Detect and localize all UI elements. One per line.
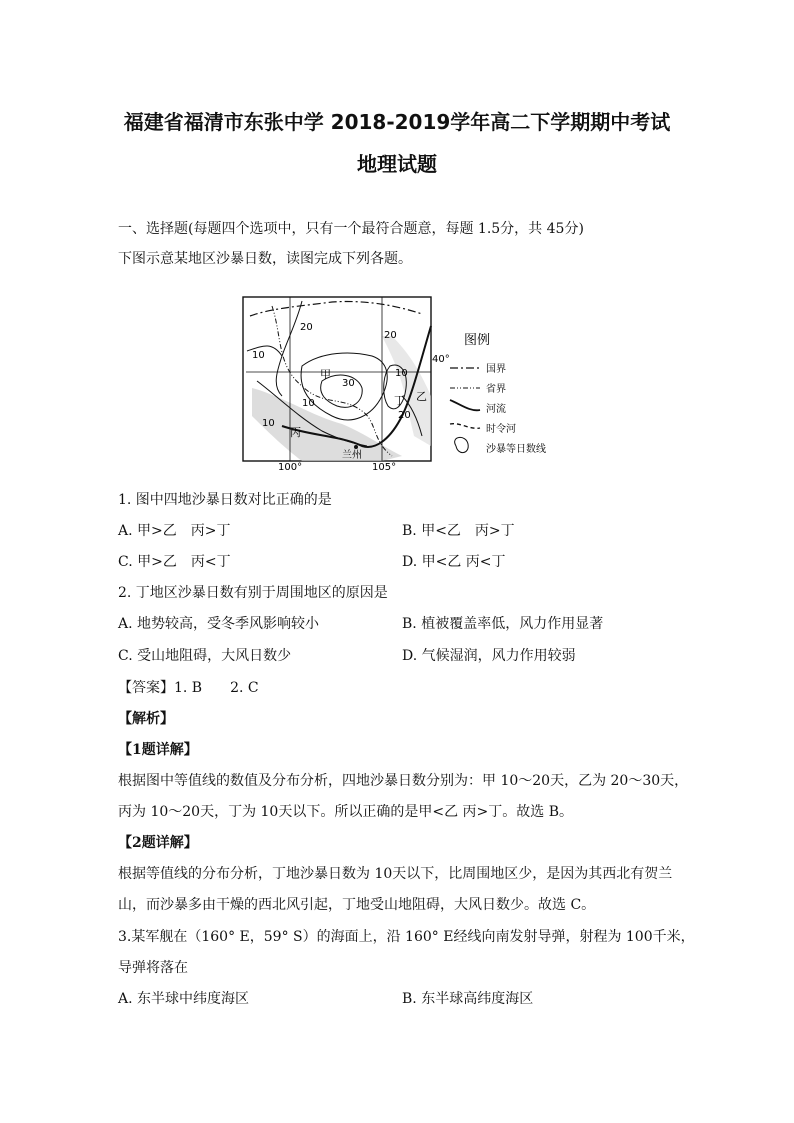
q3-option-a[interactable]: A. 东半球中纬度海区 [118, 991, 250, 1007]
answer-line: 【答案】1. B 2. C [118, 680, 259, 696]
legend-swatch-river [450, 400, 480, 410]
legend-item: 时令河 [486, 424, 516, 435]
lon-label-105: 105° [372, 462, 397, 472]
q1-stem: 1. 图中四地沙暴日数对比正确的是 [118, 492, 332, 508]
q2-option-c[interactable]: C. 受山地阻碍，大风日数少 [118, 648, 292, 664]
q3-option-b[interactable]: B. 东半球高纬度海区 [402, 991, 534, 1007]
place-label-jia: 甲 [320, 368, 331, 381]
lon-label-100: 100° [278, 462, 303, 472]
legend-swatch-seasonal [450, 424, 480, 429]
contour-label: 10 [262, 418, 275, 429]
sandstorm-map [242, 296, 562, 472]
contour-label: 10 [252, 350, 265, 361]
legend-swatch-contour [455, 437, 469, 452]
detail2-text-2: 山，而沙暴多由干燥的西北风引起，丁地受山地阻碍，大风日数少。故选 C。 [118, 897, 596, 913]
contour-label: 20 [300, 322, 313, 333]
legend-item: 省界 [486, 384, 506, 395]
contour-label: 10 [302, 398, 315, 409]
place-label-yi: 乙 [416, 390, 427, 403]
contour-label: 20 [384, 330, 397, 341]
detail2-heading: 【2题详解】 [118, 835, 198, 851]
place-label-bing: 丙 [290, 426, 301, 439]
contour-label: 30 [342, 378, 355, 389]
q1-option-b[interactable]: B. 甲<乙 丙>丁 [402, 523, 515, 539]
legend-item: 国界 [486, 364, 506, 375]
legend-title: 图例 [464, 333, 491, 348]
q3-stem-1: 3.某军舰在（160° E，59° S）的海面上，沿 160° E经线向南发射导弹，射程为 100千米， [118, 929, 695, 945]
detail1-text-2: 丙为 10～20天，丁为 10天以下。所以正确的是甲<乙 丙>丁。故选 B。 [118, 804, 573, 820]
place-label-ding: 丁 [394, 394, 405, 407]
q2-option-a[interactable]: A. 地势较高，受冬季风影响较小 [118, 616, 320, 632]
detail1-heading: 【1题详解】 [118, 742, 198, 758]
q1-option-d[interactable]: D. 甲<乙 丙<丁 [402, 554, 506, 570]
legend-item: 河流 [486, 404, 506, 415]
q1-option-a[interactable]: A. 甲>乙 丙>丁 [118, 523, 231, 539]
intro-text: 下图示意某地区沙暴日数，读图完成下列各题。 [118, 251, 412, 267]
legend-item: 沙暴等日数线 [486, 444, 546, 455]
analysis-heading: 【解析】 [118, 711, 174, 727]
q1-option-c[interactable]: C. 甲>乙 丙<丁 [118, 554, 231, 570]
contour-label: 20 [398, 410, 411, 421]
q2-option-d[interactable]: D. 气候湿润，风力作用较弱 [402, 648, 576, 664]
place-label-lanzhou: 兰州 [342, 450, 362, 461]
section-heading: 一、选择题(每题四个选项中，只有一个最符合题意，每题 1.5分，共 45分) [118, 221, 584, 237]
q2-stem: 2. 丁地区沙暴日数有别于周围地区的原因是 [118, 585, 388, 601]
lat-label: 40° [432, 354, 450, 365]
detail1-text-1: 根据图中等值线的数值及分布分析，四地沙暴日数分别为：甲 10～20天，乙为 20～30天， [118, 773, 689, 789]
document-subtitle: 地理试题 [357, 152, 437, 176]
detail2-text-1: 根据等值线的分布分析，丁地沙暴日数为 10天以下，比周围地区少，是因为其西北有贺兰 [118, 866, 673, 882]
contour-label: 10 [395, 368, 408, 379]
q3-stem-2: 导弹将落在 [118, 960, 188, 976]
lanzhou-marker [354, 445, 358, 449]
document-title: 福建省福清市东张中学 2018-2019学年高二下学期期中考试 [123, 110, 671, 134]
q2-option-b[interactable]: B. 植被覆盖率低，风力作用显著 [402, 616, 604, 632]
